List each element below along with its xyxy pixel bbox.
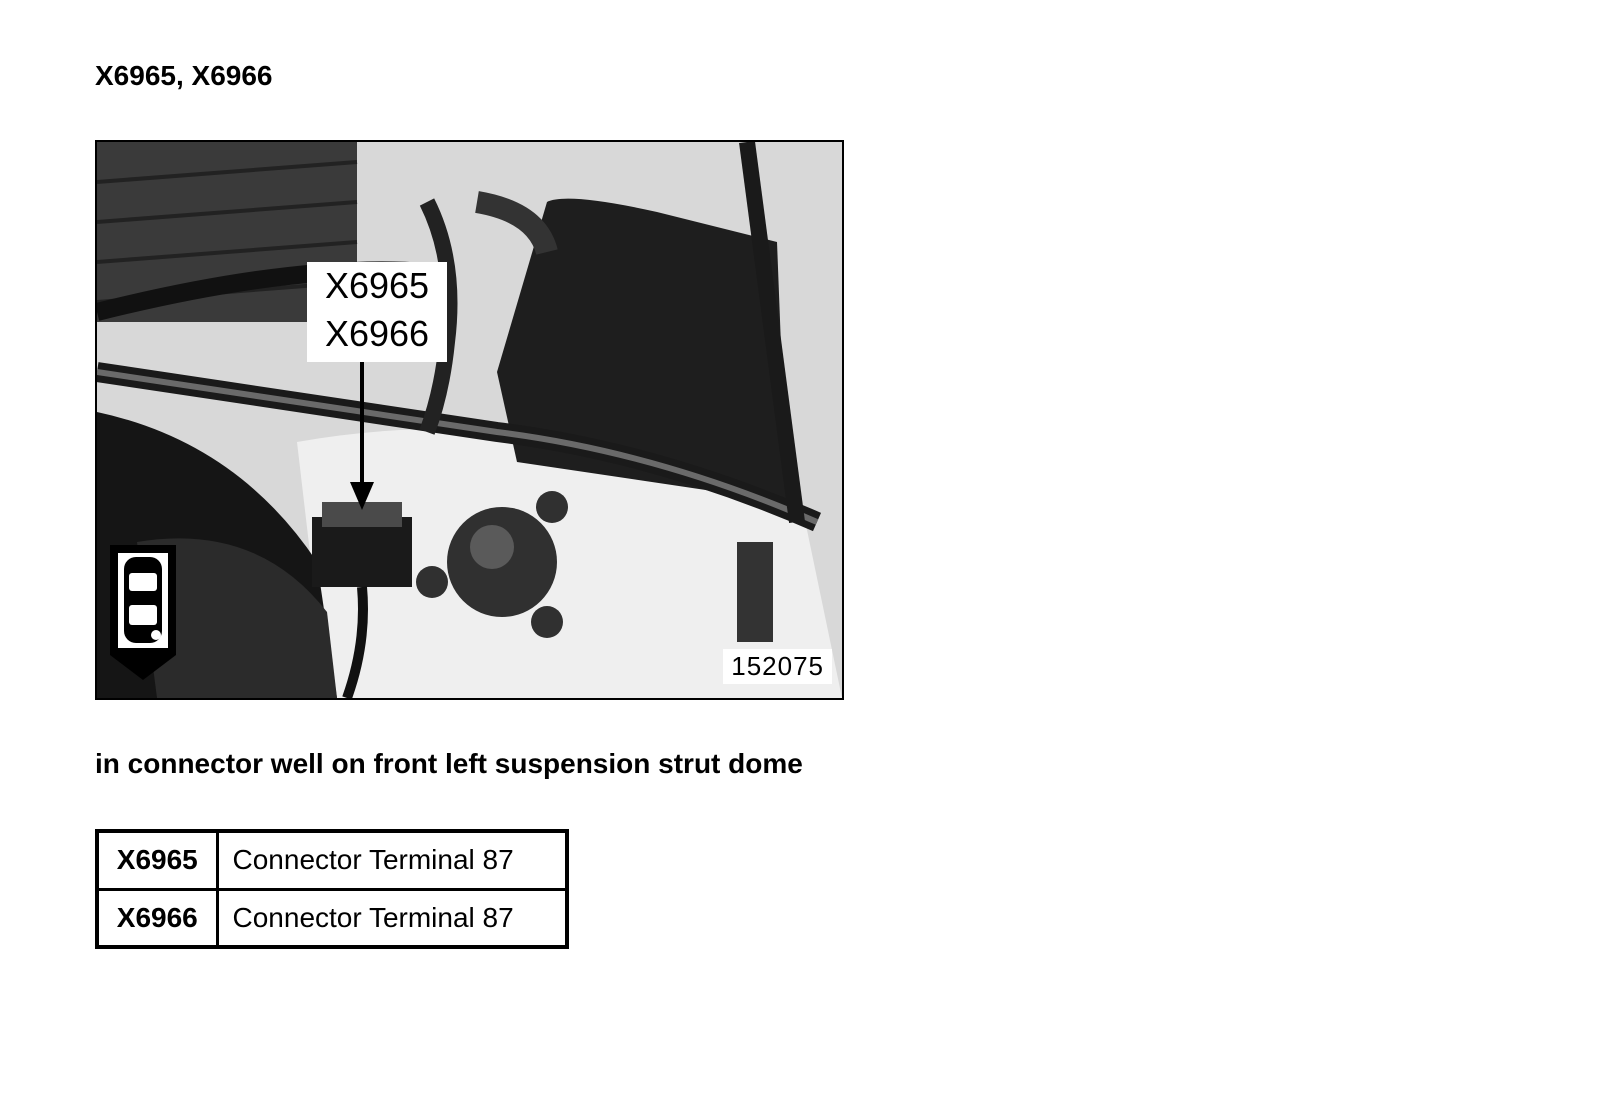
callout-line-1: X6965 [324, 265, 430, 306]
engine-bay-illustration [97, 142, 842, 698]
page-title: X6965, X6966 [95, 60, 273, 91]
engine-bay-photo [95, 140, 844, 700]
connector-description: Connector Terminal 87 [217, 889, 567, 947]
connector-table [95, 829, 569, 949]
callout-line-2: X6966 [324, 313, 430, 354]
connector-callout-label [307, 262, 447, 362]
connector-code: X6966 [97, 889, 217, 947]
connector-code: X6965 [97, 831, 217, 889]
table-row [97, 889, 567, 947]
figure-number: 152075 [723, 649, 832, 684]
table-row [97, 831, 567, 889]
location-caption: in connector well on front left suspension strut dome [95, 748, 803, 779]
car-view-icon [110, 545, 176, 680]
connector-description: Connector Terminal 87 [217, 831, 567, 889]
